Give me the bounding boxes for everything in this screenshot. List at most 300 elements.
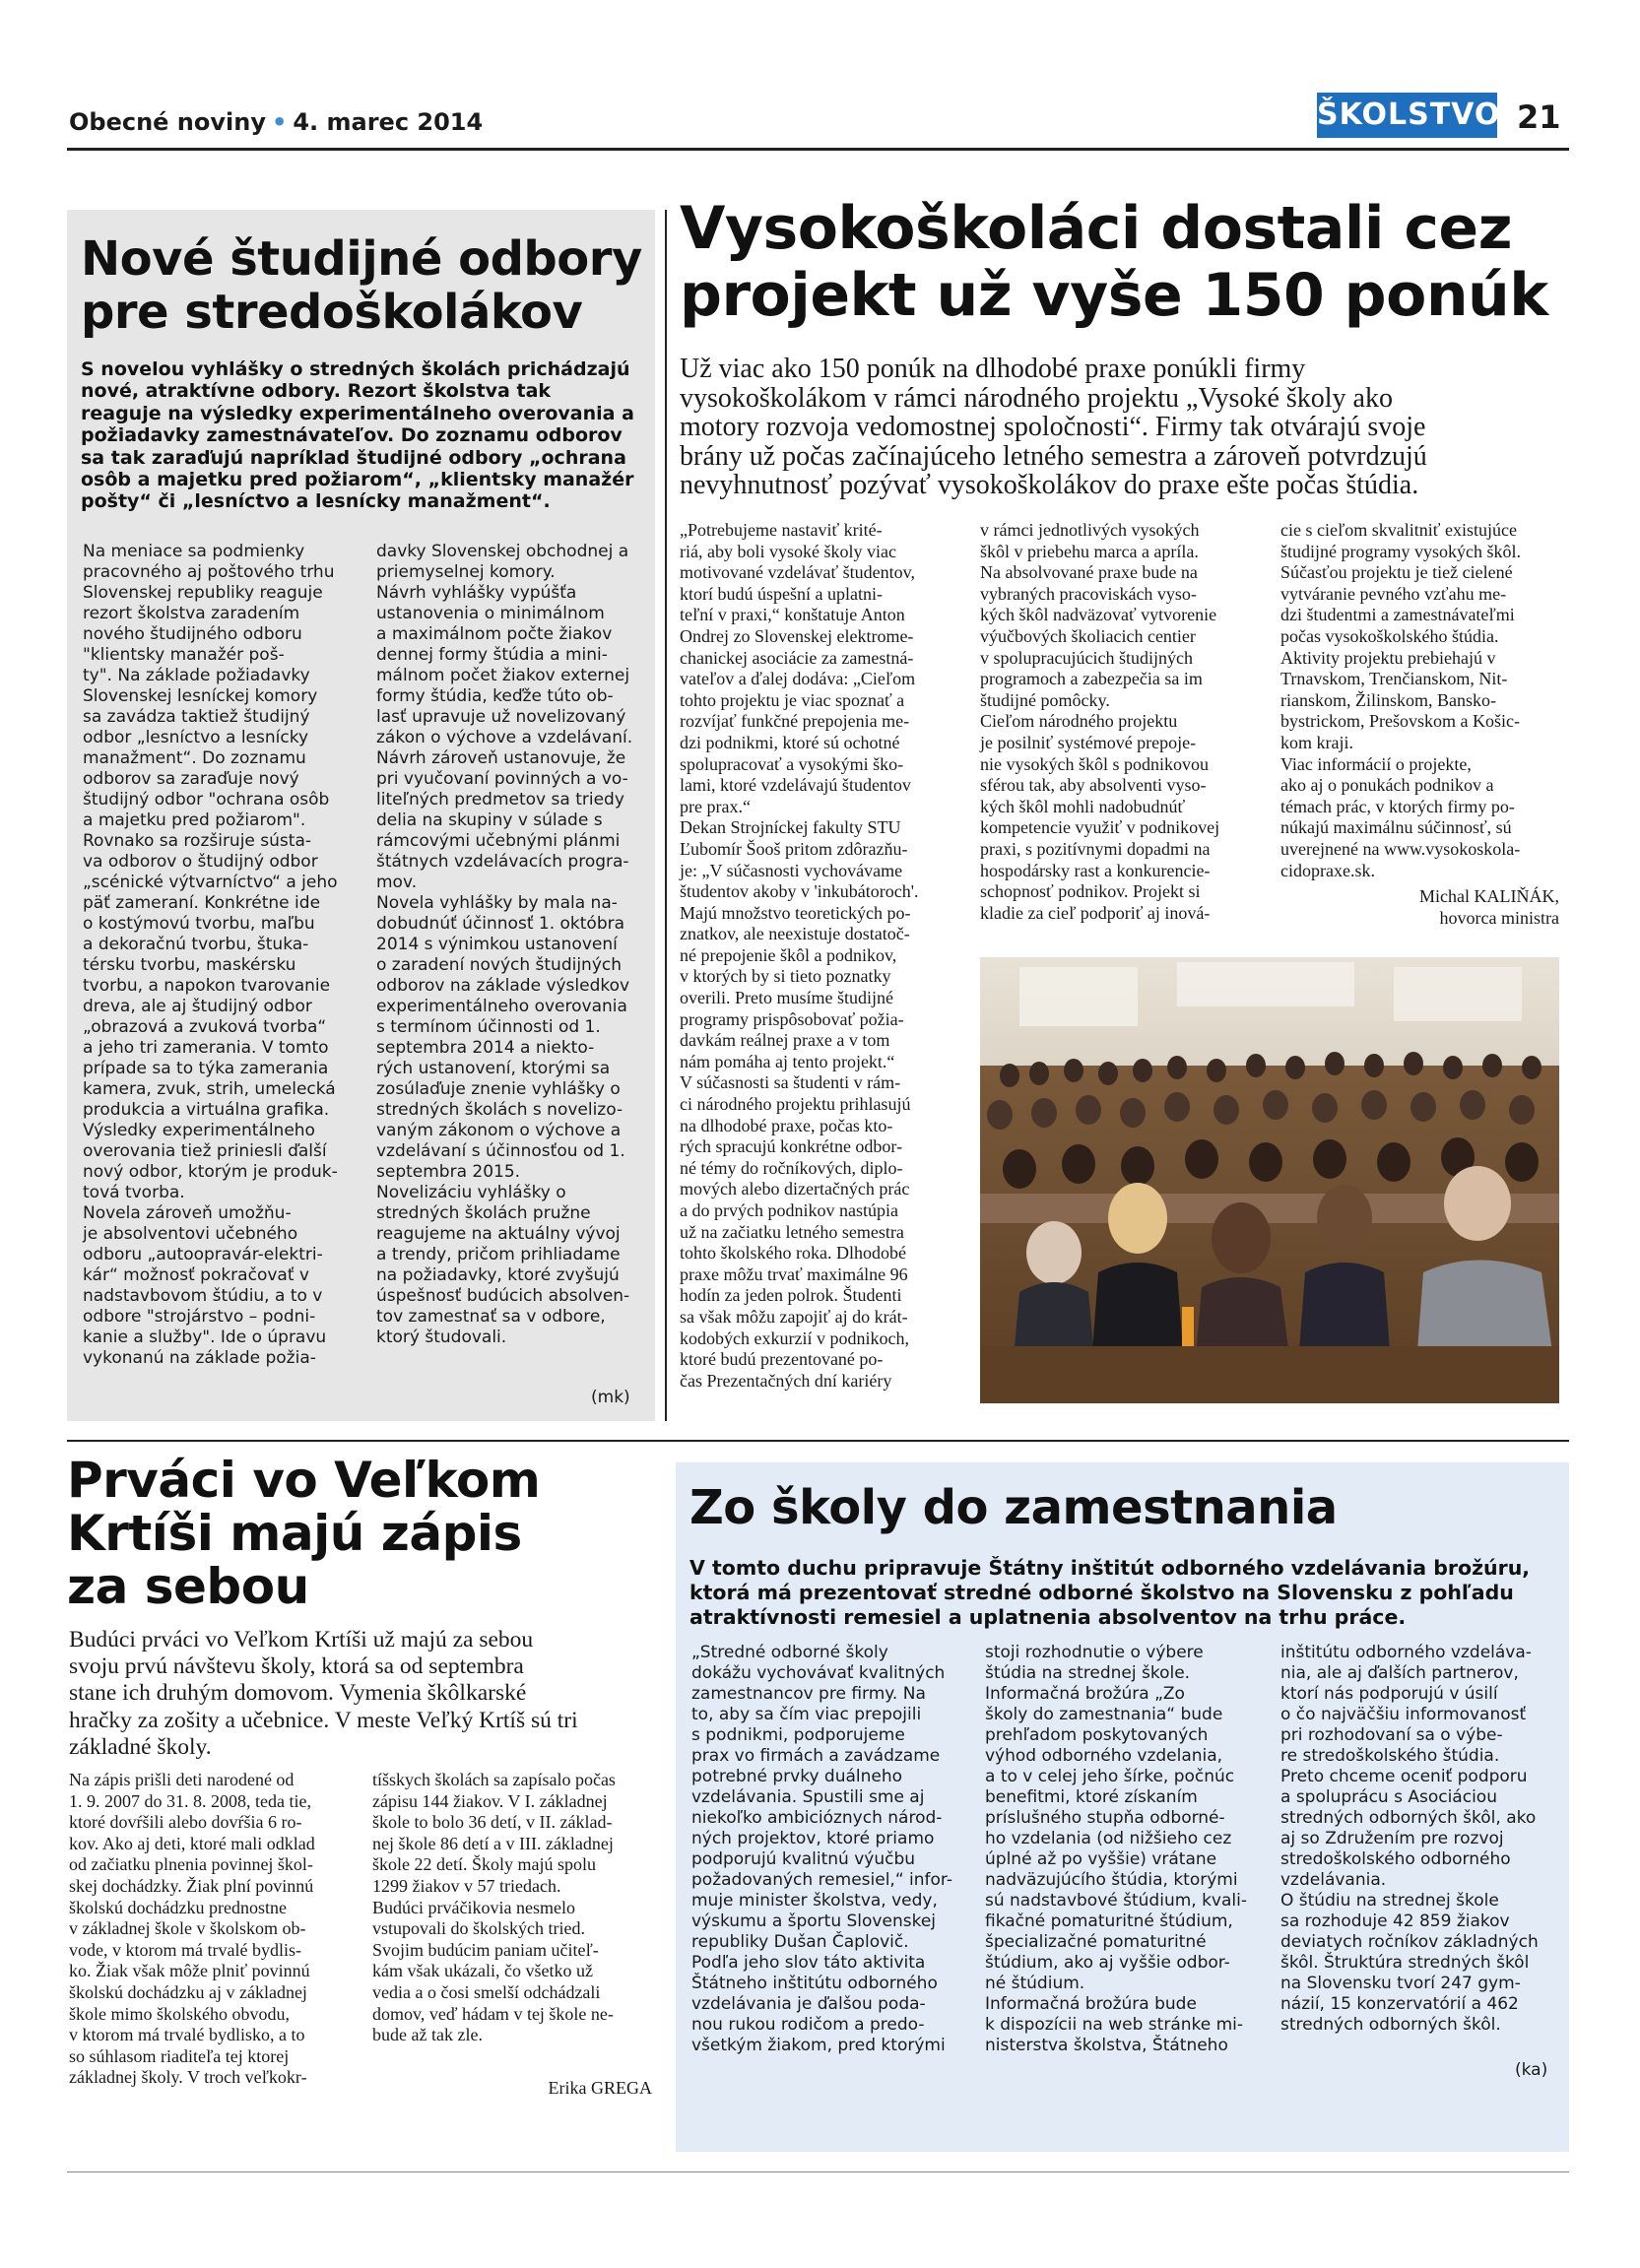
lead-line: atraktívnosti remesiel a uplatnenia absolventov na trhu práce. xyxy=(689,1605,1407,1629)
lead-line: brány už počas začínajúceho letného semestra a zároveň potvrdzujú xyxy=(680,440,1427,472)
text-line: O štúdiu na strednej škole xyxy=(1280,1891,1499,1911)
text-line: davkám reálnej praxe a v tom xyxy=(680,1030,890,1051)
text-line: odbore "strojárstvo – podni- xyxy=(83,1307,316,1327)
text-line: školy do zamestnania“ bude xyxy=(985,1705,1223,1724)
text-line: Informačná brožúra „Zo xyxy=(985,1684,1185,1704)
text-line: tov zamestnať sa v odbore, xyxy=(376,1307,606,1327)
text-line: tová tvorba. xyxy=(83,1183,185,1202)
header-rule xyxy=(67,148,1569,151)
text-line: fikačné pomaturitné štúdium, xyxy=(985,1912,1233,1931)
text-line: kov. Ako aj deti, ktoré mali odklad xyxy=(69,1833,315,1853)
text-line: dennej formy štúdia a mini- xyxy=(376,645,608,665)
text-line: v základnej škole v školskom ob- xyxy=(69,1918,306,1939)
text-line: dobudnúť účinnosť 1. októbra xyxy=(376,914,625,934)
text-line: overili. Preto musíme študijné xyxy=(680,988,893,1008)
article1-signature: (mk) xyxy=(591,1388,630,1407)
masthead-line xyxy=(69,108,483,136)
text-line: nou rukou rodičom a predo- xyxy=(691,2015,925,2035)
text-line: Svojim budúcim paniam učiteľ- xyxy=(372,1939,599,1960)
article3-column-1 xyxy=(69,1770,347,2089)
text-line: vaným zákonom o výchove a xyxy=(376,1121,622,1140)
text-line: rezort školstva zaradením xyxy=(83,604,300,623)
text-line: kých škôl mohli nadobudnúť xyxy=(980,796,1186,816)
text-line: a jeho tri zamerania. V tomto xyxy=(83,1038,329,1058)
text-line: škôl. Štruktúra stredných škôl xyxy=(1280,1953,1530,1973)
text-line: cie s cieľom skvalitniť existujúce xyxy=(1280,520,1517,540)
text-line: pri rozhodovaní sa o výbe- xyxy=(1280,1725,1503,1745)
text-line: Ľubomír Šooš pritom zdôrazňu- xyxy=(680,838,908,859)
text-line: na Slovensku tvorí 247 gym- xyxy=(1280,1974,1521,1993)
column-divider xyxy=(665,210,667,1421)
section-rule xyxy=(67,1440,1569,1442)
text-line: o kostýmovú tvorbu, maľbu xyxy=(83,914,315,934)
text-line: Viac informácií o projekte, xyxy=(1280,753,1472,774)
text-line: kom kraji. xyxy=(1280,732,1353,752)
text-line: v spolupracujúcich študijných xyxy=(980,647,1193,668)
text-line: davky Slovenskej obchodnej a xyxy=(376,542,629,561)
text-line: od začiatku plnenia povinnej škol- xyxy=(69,1854,313,1875)
text-line: študijné programy vysokých škôl. xyxy=(1280,541,1521,561)
text-line: priemyselnej komory. xyxy=(376,562,556,582)
paper-name: Obecné noviny xyxy=(69,108,266,136)
text-line: vybraných pracoviskách vyso- xyxy=(980,583,1197,604)
lead-line: nové, atraktívne odbory. Rezort školstva tak xyxy=(81,380,552,403)
text-line: ktorí nás podporujú v úsilí xyxy=(1280,1684,1498,1704)
text-line: štátnych vzdelávacích progra- xyxy=(376,852,629,872)
text-line: názií, 15 konzervatórií a 462 xyxy=(1280,1994,1519,2014)
text-line: „obrazová a zvuková tvorba“ xyxy=(83,1017,327,1037)
text-line: vode, v ktorom má trvalé bydlis- xyxy=(69,1939,301,1960)
text-line: študentov akoby v 'inkubátoroch'. xyxy=(680,881,919,902)
text-line: inštitútu odborného vzdeláva- xyxy=(1280,1643,1532,1662)
text-line: Podľa jeho slov táto aktivita xyxy=(691,1953,926,1973)
text-line: rých spracujú konkrétne odbor- xyxy=(680,1136,903,1157)
article2-lead xyxy=(680,355,1566,500)
text-line: výučbových školiacich centier xyxy=(980,625,1196,646)
text-line: lasť upravuje už novelizovaný xyxy=(376,707,626,727)
text-line: hodín za jeden polrok. Študenti xyxy=(680,1285,902,1306)
bottom-rule xyxy=(67,2171,1569,2172)
text-line: 2014 s výnimkou ustanovení xyxy=(376,935,618,954)
text-line: dzi študentmi a zamestnávateľmi xyxy=(1280,605,1515,625)
text-line: praxe môžu trvať maximálne 96 xyxy=(680,1264,908,1284)
text-line: né prepojenie škôl a podnikov, xyxy=(680,944,897,965)
lead-line: pošty“ či „lesníctvo a lesnícky manažment“. xyxy=(81,490,551,513)
article2-title xyxy=(680,195,1566,329)
text-line: Na zápis prišli deti narodené od xyxy=(69,1770,295,1789)
text-line: vstupovali do školských tried. xyxy=(372,1918,585,1939)
separator-dot: • xyxy=(271,108,288,136)
text-line: né témy do ročníkových, diplo- xyxy=(680,1157,903,1178)
text-line: škole 22 detí. Školy majú spolu xyxy=(372,1854,596,1875)
title-line: pre stredoškolákov xyxy=(81,285,583,340)
text-line: dzi podnikmi, ktoré sú ochotné xyxy=(680,732,900,752)
article2-column-3 xyxy=(1280,520,1559,881)
article1-column-2 xyxy=(376,542,657,1348)
text-line: né štúdium. xyxy=(985,1974,1085,1993)
lead-line: Už viac ako 150 ponúk na dlhodobé praxe ponúkli firmy xyxy=(680,354,1306,384)
text-line: potrebné prvky duálneho xyxy=(691,1767,903,1786)
lecture-hall-photo xyxy=(980,957,1559,1403)
article3-author: Erika GREGA xyxy=(548,2078,652,2098)
lead-line: sa tak zaraďujú napríklad študijné odbory „ochrana xyxy=(81,446,626,469)
text-line: a to v celej jeho šírke, počnúc xyxy=(985,1767,1235,1786)
text-line: pre prax.“ xyxy=(680,796,751,816)
text-line: prax vo firmách a zavádzame xyxy=(691,1746,941,1766)
text-line: nového študijného odboru xyxy=(83,624,302,644)
text-line: v ktorých by si tieto poznatky xyxy=(680,966,891,987)
text-line: chanickej asociácie za zamestná- xyxy=(680,647,914,668)
text-line: uverejnené na www.vysokoskola- xyxy=(1280,838,1521,859)
text-line: ktorí budú úspešní a uplatni- xyxy=(680,583,883,604)
text-line: škole mimo školského obvodu, xyxy=(69,2003,290,2024)
text-line: dokážu vychovávať kvalitných xyxy=(691,1663,946,1683)
text-line: je absolventovi učebného xyxy=(83,1224,298,1244)
text-line: vedia a o čosi smelší odchádzali xyxy=(372,1981,601,2002)
issue-date: 4. marec 2014 xyxy=(293,108,484,136)
text-line: „Stredné odborné školy xyxy=(691,1643,888,1662)
text-line: re stredoškolského štúdia. xyxy=(1280,1746,1500,1766)
text-line: septembra 2015. xyxy=(376,1162,521,1182)
text-line: to, aby sa čím viac prepojili xyxy=(691,1705,922,1724)
text-line: rozvíjať funkčné prepojenia me- xyxy=(680,711,910,732)
text-line: sa zavádza taktiež študijný xyxy=(83,707,310,727)
text-line: Na absolvované praxe bude na xyxy=(980,562,1198,583)
title-line: projekt už vyše 150 ponúk xyxy=(680,261,1548,330)
text-line: pracovného aj poštového trhu xyxy=(83,562,335,582)
text-line: vytváranie pevného vzťahu me- xyxy=(1280,583,1507,604)
text-line: Výsledky experimentálneho xyxy=(83,1121,315,1140)
text-line: hospodársky rast a konkurencie- xyxy=(980,860,1211,880)
text-line: nie vysokých škôl s podnikovou xyxy=(980,753,1209,774)
text-line: Návrh vyhlášky vypúšťa xyxy=(376,583,577,603)
article2-column-2 xyxy=(980,520,1258,924)
text-line: delia na skupiny v súlade s xyxy=(376,810,603,830)
lead-line: svoju prvú návštevu školy, ktorá sa od septembra xyxy=(69,1653,524,1680)
text-line: kám však ukázali, čo všetko už xyxy=(372,1961,593,1981)
text-line: rámcovými učebnými plánmi xyxy=(376,831,621,851)
text-line: Novela vyhlášky by mala na- xyxy=(376,893,618,913)
text-line: manažment“. Do zoznamu xyxy=(83,748,306,768)
text-line: tohto školského roka. Dlhodobé xyxy=(680,1243,906,1264)
text-line: Súčasťou projektu je tiež cielené xyxy=(1280,562,1513,583)
text-line: ktoré dovŕšili alebo dovŕšia 6 ro- xyxy=(69,1812,302,1833)
text-line: a majetku pred požiarom". xyxy=(83,810,306,830)
text-line: je posilniť systémové prepoje- xyxy=(980,732,1197,752)
text-line: sa rozhoduje 42 859 žiakov xyxy=(1280,1912,1510,1931)
article2-column-1 xyxy=(680,520,965,1392)
author-role: hovorca ministra xyxy=(1439,907,1559,928)
text-line: v ktorom má trvalé bydlisko, a to xyxy=(69,2025,305,2045)
article3-title xyxy=(67,1454,658,1613)
text-line: so súhlasom riaditeľa tej ktorej xyxy=(69,2045,290,2066)
text-line: nadväzujúcího štúdia, ktorými xyxy=(985,1870,1238,1890)
text-line: republiky Dušan Čaplovič. xyxy=(691,1932,909,1952)
text-line: cidopraxe.sk. xyxy=(1280,860,1375,880)
text-line: špecializačné pomaturitné xyxy=(985,1932,1207,1952)
text-line: nám pomáha aj tento projekt.“ xyxy=(680,1051,895,1071)
text-line: „Potrebujeme nastaviť krité- xyxy=(680,520,883,540)
text-line: päť zameraní. Konkrétne ide xyxy=(83,893,321,913)
text-line: muje minister školstva, vedy, xyxy=(691,1891,938,1911)
text-line: sa však môžu zapojiť aj do krát- xyxy=(680,1306,908,1327)
text-line: stoji rozhodnutie o výbere xyxy=(985,1643,1204,1662)
text-line: počas vysokoškolského štúdia. xyxy=(1280,625,1499,646)
text-line: kladie za cieľ podporiť aj inová- xyxy=(980,902,1211,923)
text-line: zákon o výchove a vzdelávaní. xyxy=(376,728,633,747)
text-line: pri vyučovaní povinných a vo- xyxy=(376,769,628,789)
lead-line: motory rozvoja vedomostnej spoločnosti“. Firmy tak otvárajú svoje xyxy=(680,412,1426,442)
title-line: Prváci vo Veľkom xyxy=(67,1452,541,1509)
text-line: dreva, ale aj študijný odbor xyxy=(83,997,312,1016)
text-line: o čo najväčšiu informovanosť xyxy=(1280,1705,1527,1724)
text-line: úplné až po vyššie) vrátane xyxy=(985,1849,1217,1869)
text-line: k dispozícii na web stránke mi- xyxy=(985,2015,1244,2035)
text-line: kamera, zvuk, strih, umelecká xyxy=(83,1079,336,1099)
text-line: stredných odborných škôl, ako xyxy=(1280,1808,1537,1828)
text-line: o zaradení nových študijných xyxy=(376,955,623,975)
text-line: a maximálnom počte žiakov xyxy=(376,624,613,644)
text-line: teľní v praxi,“ konštatuje Anton xyxy=(680,605,905,625)
text-line: Trnavskom, Trenčianskom, Nit- xyxy=(1280,669,1508,689)
article4-title: Zo školy do zamestnania xyxy=(689,1480,1338,1535)
text-line: ktoré budú prezentované po- xyxy=(680,1349,884,1370)
text-line: ných projektov, ktoré priamo xyxy=(691,1829,935,1848)
text-line: septembra 2014 a niekto- xyxy=(376,1038,595,1058)
text-line: podporujú kvalitnú výučbu xyxy=(691,1849,916,1869)
text-line: Ondrej zo Slovenskej elektrome- xyxy=(680,625,914,646)
text-line: čas Prezentačných dní kariéry xyxy=(680,1370,892,1391)
text-line: príslušného stupňa odborné- xyxy=(985,1808,1225,1828)
text-line: formy štúdia, keďže túto ob- xyxy=(376,686,614,706)
text-line: Majú množstvo teoretických po- xyxy=(680,902,911,923)
text-line: vzdelávania. xyxy=(1280,1870,1387,1890)
text-line: rianskom, Žilinskom, Bansko- xyxy=(1280,689,1496,710)
text-line: stredoškolského odborného xyxy=(1280,1849,1511,1869)
text-line: kých škôl nadväzovať vytvorenie xyxy=(980,605,1217,625)
text-line: ho vzdelania (od nižšieho cez xyxy=(985,1829,1232,1848)
text-line: stredných školách pružne xyxy=(376,1203,591,1223)
text-line: školskú dochádzku aj v základnej xyxy=(69,1981,307,2002)
article4-column-2 xyxy=(985,1643,1271,2056)
lead-line: ktorá má prezentovať stredné odborné školstvo na Slovensku z pohľadu xyxy=(689,1581,1514,1604)
text-line: experimentálneho overovania xyxy=(376,997,627,1016)
text-line: štúdium, ako aj vyššie odbor- xyxy=(985,1953,1230,1973)
text-line: Slovenskej lesníckej komory xyxy=(83,686,318,706)
text-line: 1299 žiakov v 57 triedach. xyxy=(372,1875,561,1896)
lead-line: osôb a majetku pred požiarom“, „klientsky manažér xyxy=(81,469,634,491)
text-line: lami, ktoré vzdelávajú študentov xyxy=(680,775,911,796)
article1-column-1 xyxy=(83,542,363,1369)
text-line: tohto projektu je viac spoznať a xyxy=(680,689,905,710)
text-line: základnej školy. V troch veľkokr- xyxy=(69,2067,307,2088)
lead-line: Budúci prváci vo Veľkom Krtíši už majú za sebou xyxy=(69,1627,534,1652)
text-line: študijný odbor "ochrana osôb xyxy=(83,790,330,810)
text-line: vzdelávaní s účinnosťou od 1. xyxy=(376,1141,625,1161)
text-line: témach prác, v ktorých firmy po- xyxy=(1280,796,1515,816)
text-line: va odborov o študijný odbor xyxy=(83,852,318,872)
text-line: Cieľom národného projektu xyxy=(980,711,1178,732)
text-line: škôl v priebehu marca a apríla. xyxy=(980,541,1199,561)
text-line: vzdelávania je ďalšou poda- xyxy=(691,1994,926,2014)
text-line: bystrickom, Prešovskom a Košic- xyxy=(1280,711,1520,732)
text-line: Rovnako sa rozširuje sústa- xyxy=(83,831,311,851)
text-line: už na začiatku letného semestra xyxy=(680,1221,904,1242)
text-line: stredných odborných škôl. xyxy=(1280,2015,1501,2035)
text-line: overovania tiež priniesli ďalší xyxy=(83,1141,327,1161)
text-line: Dekan Strojníckej fakulty STU xyxy=(680,817,901,838)
text-line: niekoľko ambicióznych národ- xyxy=(691,1808,943,1828)
text-line: sférou tak, aby absolventi vyso- xyxy=(980,775,1207,796)
text-line: na požiadavky, ktoré zvyšujú xyxy=(376,1265,620,1285)
title-line: Nové študijné odbory xyxy=(81,231,642,287)
lead-line: vysokoškolákom v rámci národného projektu „Vysoké školy ako xyxy=(680,382,1393,414)
text-line: sú nadstavbové štúdium, kvali- xyxy=(985,1891,1247,1911)
article4-column-3 xyxy=(1280,1643,1561,2036)
section-badge: ŠKOLSTVO xyxy=(1317,93,1497,138)
text-line: ako aj o ponukách podnikov a xyxy=(1280,775,1494,796)
title-line: Krtíši majú zápis xyxy=(67,1505,522,1562)
text-line: odborov sa zaraďuje nový xyxy=(83,769,299,789)
text-line: bude až tak zle. xyxy=(372,2025,483,2045)
text-line: výhod odborného vzdelania, xyxy=(985,1746,1223,1766)
text-line: štúdia na strednej škole. xyxy=(985,1663,1191,1683)
text-line: programy prispôsobovať požia- xyxy=(680,1008,904,1029)
text-line: študijné pomôcky. xyxy=(980,689,1110,710)
text-line: školskú dochádzku prednostne xyxy=(69,1897,287,1917)
lead-line: S novelou vyhlášky o stredných školách prichádzajú xyxy=(81,358,630,380)
text-line: úspešnosť budúcich absolven- xyxy=(376,1286,630,1306)
article3-column-2 xyxy=(372,1770,652,2046)
text-line: Štátneho inštitútu odborného xyxy=(691,1974,938,1993)
text-line: vykonanú na základe požia- xyxy=(83,1348,316,1368)
text-line: kanie a služby". Ide o úpravu xyxy=(83,1328,327,1347)
article1-title xyxy=(81,232,652,339)
text-line: reagujeme na aktuálny vývoj xyxy=(376,1224,621,1244)
text-line: v rámci jednotlivých vysokých xyxy=(980,520,1200,540)
title-line: za sebou xyxy=(67,1558,309,1615)
text-line: znatkov, ale neexistuje dostatoč- xyxy=(680,924,910,944)
text-line: liteľných predmetov sa triedy xyxy=(376,790,624,810)
text-line: odbor „lesníctvo a lesnícky xyxy=(83,728,309,747)
text-line: požadovaných remesiel,“ infor- xyxy=(691,1870,952,1890)
text-line: Návrh zároveň ustanovuje, že xyxy=(376,748,626,768)
text-line: málnom počet žiakov externej xyxy=(376,666,630,685)
lead-line: V tomto duchu pripravuje Štátny inštitút odborného vzdelávania brožúru, xyxy=(689,1556,1531,1580)
text-line: benefitmi, ktoré získaním xyxy=(985,1787,1198,1807)
text-line: aj so Združením pre rozvoj xyxy=(1280,1829,1504,1848)
text-line: ko. Žiak však môže plniť povinnú xyxy=(69,1961,310,1981)
text-line: vateľov a ďalej dodáva: „Cieľom xyxy=(680,669,916,689)
lead-line: hračky za zošity a učebnice. V meste Veľký Krtíš sú tri xyxy=(69,1707,578,1733)
text-line: ustanovenia o minimálnom xyxy=(376,604,605,623)
text-line: Slovenskej republiky reaguje xyxy=(83,583,323,603)
lead-line: základné školy. xyxy=(69,1733,212,1760)
text-line: prehľadom poskytovaných xyxy=(985,1725,1209,1745)
text-line: spolupracovať a vysokými ško- xyxy=(680,753,904,774)
text-line: stredných školách s novelizo- xyxy=(376,1100,623,1120)
article4-signature: (ka) xyxy=(1515,2060,1548,2080)
text-line: škole to bolo 36 detí, v II. základ- xyxy=(372,1812,613,1833)
text-line: Novelizáciu vyhlášky o xyxy=(376,1183,566,1202)
text-line: zamestnancov pre firmy. Na xyxy=(691,1684,926,1704)
article2-author xyxy=(1280,886,1559,929)
text-line: domov, veď hádam v tej škole ne- xyxy=(372,2003,614,2024)
article4-column-1 xyxy=(691,1643,977,2056)
text-line: nisterstva školstva, Štátneho xyxy=(985,2036,1228,2055)
text-line: nia, ale aj ďalších partnerov, xyxy=(1280,1663,1519,1683)
text-line: núkajú maximálnu súčinnosť, sú xyxy=(1280,817,1512,838)
text-line: mových alebo dizertačných prác xyxy=(680,1179,910,1199)
text-line: kár“ možnosť pokračovať v xyxy=(83,1265,309,1285)
text-line: zápisu 144 žiakov. V I. základnej xyxy=(372,1790,608,1811)
text-line: programoch a zabezpečia sa im xyxy=(980,669,1203,689)
text-line: nej škole 86 detí a v III. základnej xyxy=(372,1833,614,1853)
article3-lead xyxy=(69,1627,670,1761)
text-line: kodobých exkurzií v podnikoch, xyxy=(680,1328,909,1348)
text-line: prípade sa to týka zamerania xyxy=(83,1059,329,1078)
lead-line: stane ich druhým domovom. Vymenia škôlkarské xyxy=(69,1680,527,1707)
title-line: Vysokoškoláci dostali cez xyxy=(680,194,1513,263)
text-line: ci národného projektu prihlasujú xyxy=(680,1094,911,1115)
text-line: produkcia a virtuálna grafika. xyxy=(83,1100,330,1120)
text-line: 1. 9. 2007 do 31. 8. 2008, teda tie, xyxy=(69,1790,311,1811)
text-line: Na meniace sa podmienky xyxy=(83,542,305,561)
text-line: deviatych ročníkov základných xyxy=(1280,1932,1539,1952)
text-line: „scénické výtvarníctvo“ a jeho xyxy=(83,873,338,892)
text-line: na dlhodobé praxe, počas kto- xyxy=(680,1115,893,1135)
text-line: rých ustanovení, ktorými sa xyxy=(376,1059,611,1078)
text-line: Preto chceme oceniť podporu xyxy=(1280,1767,1528,1786)
article4-lead xyxy=(689,1556,1556,1630)
text-line: odboru „autoopravár-elektri- xyxy=(83,1245,323,1264)
text-line: všetkým žiakom, pred ktorými xyxy=(691,2036,946,2055)
text-line: je: „V súčasnosti vychovávame xyxy=(680,860,903,880)
text-line: ty". Na základe požiadavky xyxy=(83,666,310,685)
text-line: "klientsky manažér poš- xyxy=(83,645,285,665)
text-line: Informačná brožúra bude xyxy=(985,1994,1197,2014)
text-line: s podnikmi, podporujeme xyxy=(691,1725,905,1745)
lead-line: nevyhnutnosť pozývať vysokoškolákov do praxe ešte počas štúdia. xyxy=(680,470,1419,500)
text-line: kompetencie využiť v podnikovej xyxy=(980,817,1220,838)
text-line: praxi, s pozitívnymi dopadmi na xyxy=(980,838,1211,859)
text-line: Novela zároveň umožňu- xyxy=(83,1203,292,1223)
text-line: riá, aby boli vysoké školy viac xyxy=(680,541,896,561)
text-line: nadstavbovom štúdiu, a to v xyxy=(83,1286,323,1306)
text-line: V súčasnosti sa študenti v rám- xyxy=(680,1072,901,1093)
text-line: vzdelávania. Spustili sme aj xyxy=(691,1787,925,1807)
text-line: tíšskych školách sa zapísalo počas xyxy=(372,1770,616,1789)
author-name: Michal KALIŇÁK, xyxy=(1419,886,1559,906)
text-line: Aktivity projektu prebiehajú v xyxy=(1280,647,1496,668)
text-line: zosúlaďuje znenie vyhlášky o xyxy=(376,1079,621,1099)
text-line: schopnosť podnikov. Projekt si xyxy=(980,881,1201,902)
text-line: nový odbor, ktorým je produk- xyxy=(83,1162,338,1182)
text-line: motivované vzdelávať študentov, xyxy=(680,562,915,583)
text-line: ktorý študovali. xyxy=(376,1328,507,1347)
page-number: 21 xyxy=(1517,98,1561,136)
text-line: a dekoračnú tvorbu, štuka- xyxy=(83,935,309,954)
text-line: térsku tvorbu, maskérsku xyxy=(83,955,296,975)
article1-lead xyxy=(81,358,657,513)
lead-line: požiadavky zamestnávateľov. Do zoznamu odborov xyxy=(81,424,623,447)
text-line: odborov na základe výsledkov xyxy=(376,976,630,996)
text-line: s termínom účinnosti od 1. xyxy=(376,1017,601,1037)
text-line: a do prvých podnikov nastúpia xyxy=(680,1200,898,1220)
text-line: mov. xyxy=(376,873,418,892)
text-line: Budúci prváčikovia nesmelo xyxy=(372,1897,575,1917)
text-line: tvorbu, a napokon tvarovanie xyxy=(83,976,331,996)
